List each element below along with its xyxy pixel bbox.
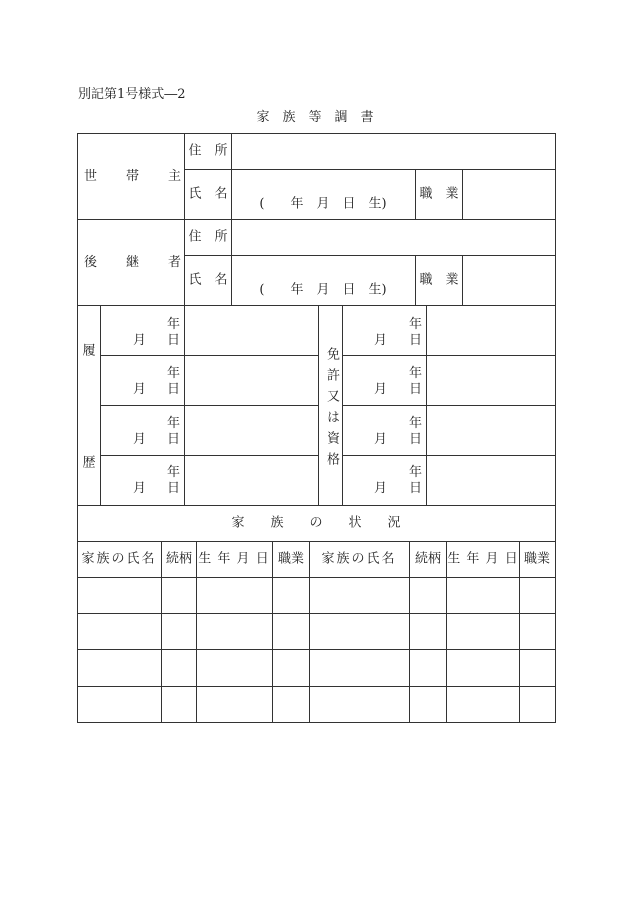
family-col-occupation-2: 職業	[523, 551, 551, 567]
history-day-1: 日	[167, 333, 181, 348]
history-year-2: 年	[167, 366, 181, 381]
history-day-3: 日	[167, 432, 181, 447]
license-month-2: 月	[374, 382, 388, 397]
license-month-4: 月	[374, 481, 388, 496]
license-month-1: 月	[374, 333, 388, 348]
successor-name-label: 氏 名	[188, 272, 228, 288]
successor-birthdate-label: ( 年 月 日 生)	[259, 282, 387, 298]
history-month-1: 月	[133, 333, 147, 348]
successor-occupation-label: 職 業	[419, 272, 459, 288]
history-month-3: 月	[133, 432, 147, 447]
history-day-2: 日	[167, 382, 181, 397]
license-year-3: 年	[409, 416, 423, 431]
history-month-4: 月	[133, 481, 147, 496]
family-col-name-1: 家族の氏名	[81, 551, 157, 567]
history-year-1: 年	[167, 317, 181, 332]
license-year-1: 年	[409, 317, 423, 332]
history-year-3: 年	[167, 416, 181, 431]
history-label-top: 履	[82, 343, 96, 359]
family-col-occupation-1: 職業	[277, 551, 305, 567]
family-col-relation-1: 続柄	[165, 551, 193, 567]
head-birthdate-label: ( 年 月 日 生)	[259, 196, 387, 212]
license-day-1: 日	[409, 333, 423, 348]
history-year-4: 年	[167, 465, 181, 480]
license-day-4: 日	[409, 481, 423, 496]
successor-label: 後 継 者	[84, 255, 183, 270]
family-status-title: 家 族 の 状 況	[231, 515, 401, 531]
head-name-label: 氏 名	[188, 186, 228, 202]
form-number: 別記第1号様式―2	[78, 87, 186, 102]
family-col-birthdate-2: 生 年 月 日	[447, 551, 519, 567]
license-day-3: 日	[409, 432, 423, 447]
license-day-2: 日	[409, 382, 423, 397]
head-of-household-label: 世 帯 主	[84, 169, 183, 184]
head-address-label: 住 所	[188, 143, 228, 159]
form-title: 家 族 等 調 書	[256, 110, 374, 125]
head-occupation-label: 職 業	[419, 186, 459, 202]
license-year-2: 年	[409, 366, 423, 381]
license-year-4: 年	[409, 465, 423, 480]
family-col-birthdate-1: 生 年 月 日	[198, 551, 270, 567]
family-col-relation-2: 続柄	[414, 551, 442, 567]
license-qualification-label: 免許又は資格	[324, 347, 339, 473]
family-col-name-2: 家族の氏名	[321, 551, 397, 567]
successor-address-label: 住 所	[188, 229, 228, 245]
history-month-2: 月	[133, 382, 147, 397]
license-month-3: 月	[374, 432, 388, 447]
history-day-4: 日	[167, 481, 181, 496]
history-label-bottom: 歴	[82, 455, 96, 471]
